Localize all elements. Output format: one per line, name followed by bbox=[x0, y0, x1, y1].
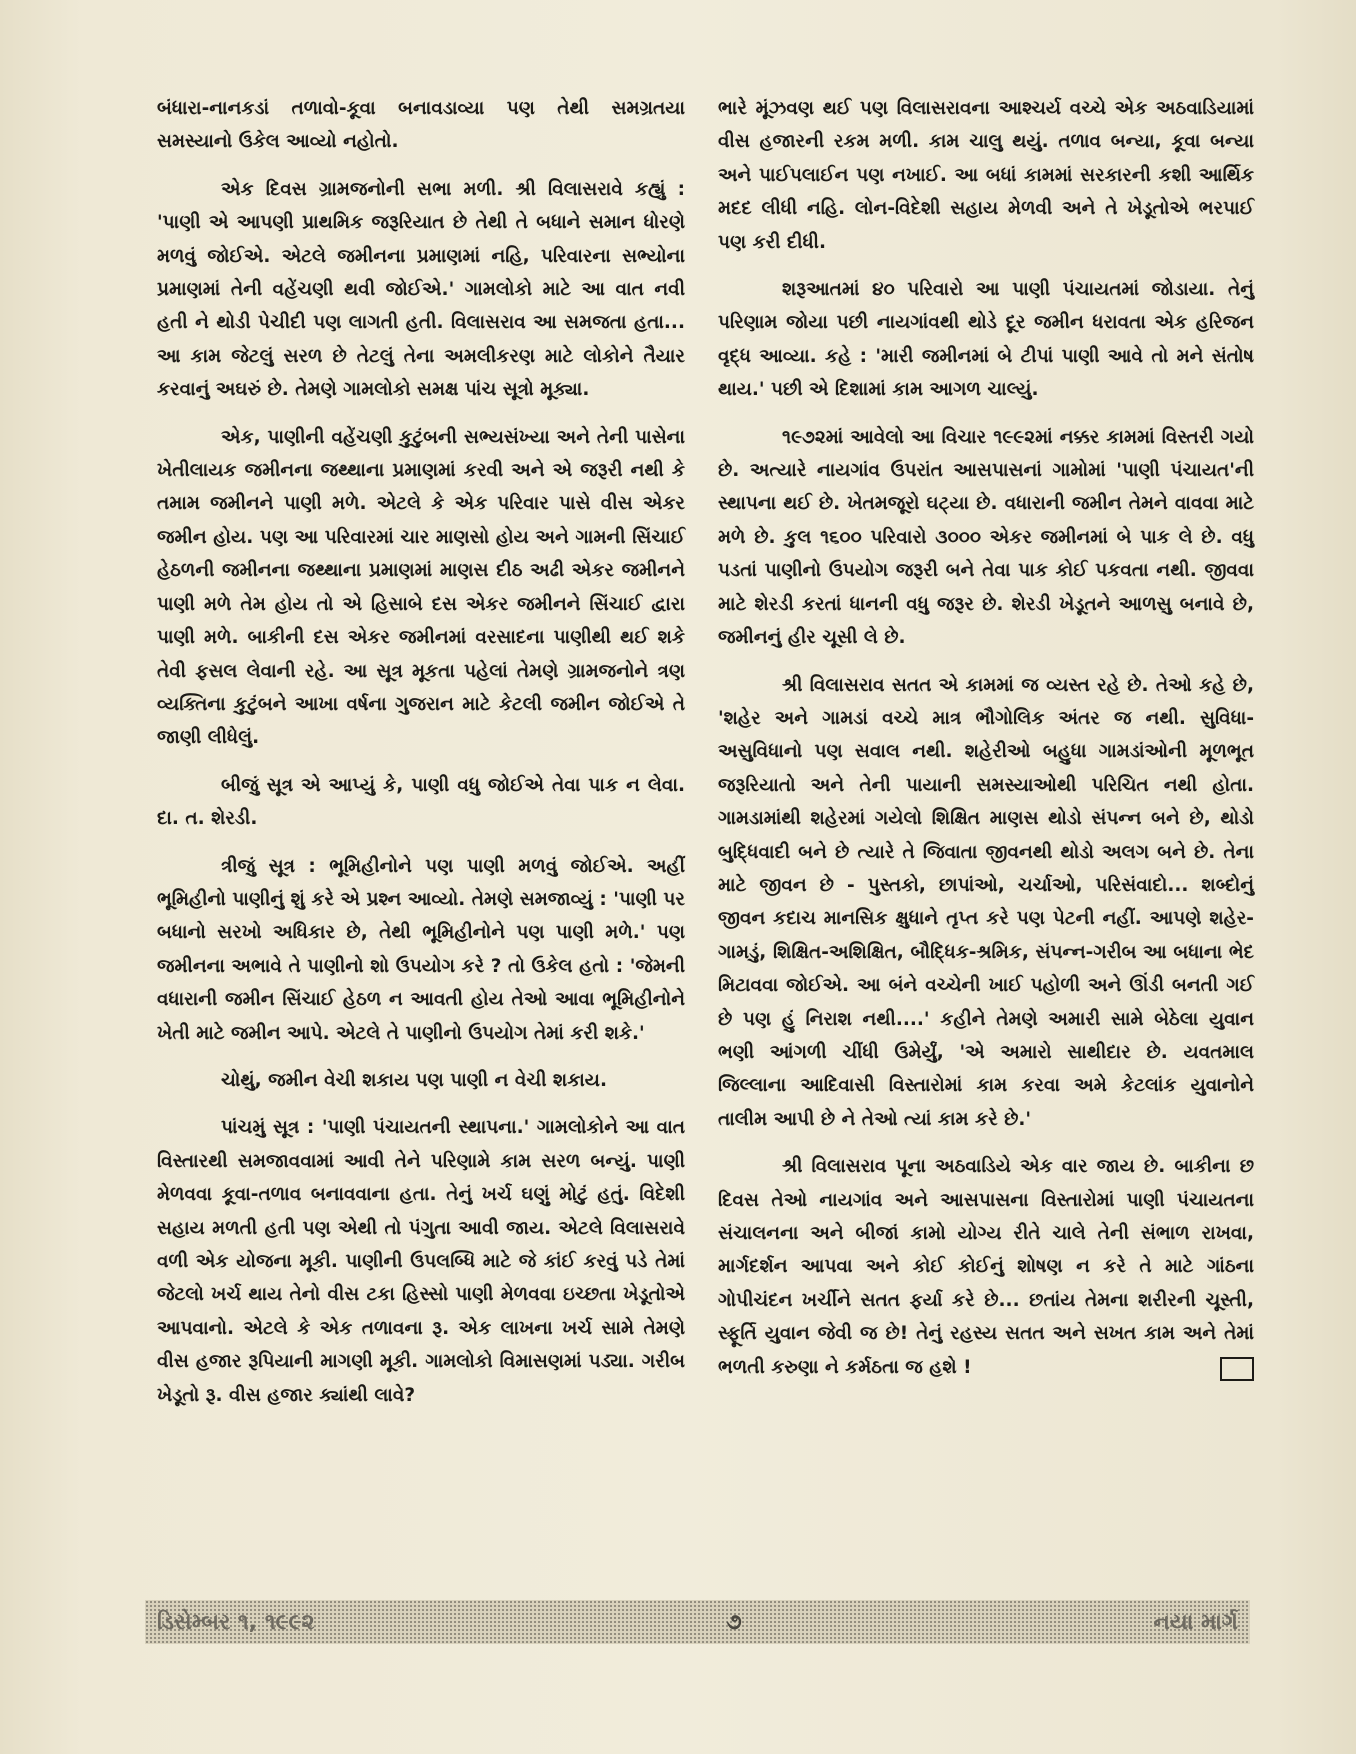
paragraph: એક, પાણીની વહેંચણી કુટુંબની સભ્યસંખ્યા અને તેની પાસેના ખેતીલાયક જમીનના જથ્થાના પ્રમાણમાં કરવી અને એ જરૂરી નથી કે તમામ જમીનને પાણી મળે. એટલે કે એક પરિવાર પાસે વીસ એકર જમીન હોય. પણ આ પરિવારમાં ચાર માણસો હોય અને ગામની સિંચાઈ હેઠળની જમીનના જથ્થાના પ્રમાણમાં માણસ દીઠ અઢી એકર જમીનને પાણી મળે તેમ હોય તો એ હિસાબે દસ એકર જમીનને સિંચાઈ દ્વારા પાણી મળે. બાકીની દસ એકર જમીનમાં વરસાદના પાણીથી થઈ શકે તેવી ફસલ લેવાની રહે. આ સૂત્ર મૂકતા પહેલાં તેમણે ગ્રામજનોને ત્રણ વ્યક્તિના કુટુંબને આખા વર્ષના ગુજરાન માટે કેટલી જમીન જોઈએ તે જાણી લીધેલું. bbox=[157, 426, 685, 749]
paragraph: ૧૯૭૨માં આવેલો આ વિચાર ૧૯૯૨માં નક્કર કામમાં વિસ્તરી ગયો છે. અત્યારે નાયગાંવ ઉપરાંત આસપાસનાં ગામોમાં 'પાણી પંચાયત'ની સ્થાપના થઈ છે. ખેતમજૂરો ઘટ્યા છે. વધારાની જમીન તેમને વાવવા માટે મળે છે. કુલ ૧૬૦૦ પરિવારો ૩૦૦૦ એકર જમીનમાં બે પાક લે છે. વધુ પડતાં પાણીનો ઉપયોગ જરૂરી બને તેવા પાક કોઈ પકવતા નથી. જીવવા માટે શેરડી કરતાં ધાનની વધુ જરૂર છે. શેરડી ખેડૂતને આળસુ બનાવે છે, જમીનનું હીર ચૂસી લે છે. bbox=[718, 426, 1254, 649]
paragraph: ભારે મૂંઝવણ થઈ પણ વિલાસરાવના આશ્ચર્ય વચ્ચે એક અઠવાડિયામાં વીસ હજારની રકમ મળી. કામ ચાલુ થયું. તળાવ બન્યા, કૂવા બન્યા અને પાઈપલાઈન પણ નખાઈ. આ બધાં કામમાં સરકારની કશી આર્થિક મદદ લીધી નહિ. લોન-વિદેશી સહાય મેળવી અને તે ખેડૂતોએ ભરપાઈ પણ કરી દીધી. bbox=[718, 98, 1254, 253]
end-of-article-mark bbox=[1220, 1357, 1254, 1381]
paragraph: શરૂઆતમાં ૪૦ પરિવારો આ પાણી પંચાયતમાં જોડાયા. તેનું પરિણામ જોયા પછી નાયગાંવથી થોડે દૂર જમીન ધરાવતા એક હરિજન વૃદ્ધ આવ્યા. કહે : 'મારી જમીનમાં બે ટીપાં પાણી આવે તો મને સંતોષ થાય.' પછી એ દિશામાં કામ આગળ ચાલ્યું. bbox=[718, 279, 1254, 401]
page-footer bbox=[145, 1600, 1250, 1644]
paragraph-text: શ્રી વિલાસરાવ પૂના અઠવાડિયે એક વાર જાય છે. બાકીના છ દિવસ તેઓ નાયગાંવ અને આસપાસના વિસ્તારોમાં પાણી પંચાયતના સંચાલનના અને બીજાં કામો યોગ્ય રીતે ચાલે તેની સંભાળ રાખવા, માર્ગદર્શન આપવા અને કોઈ કોઈનું શોષણ ન કરે તે માટે ગાંઠના ગોપીચંદન ખર્ચીને સતત ફર્યા કરે છે... છતાંય તેમના શરીરની ચૂસ્તી, સ્ફૂર્તિ યુવાન જેવી જ છે! તેનું રહસ્ય સતત અને સખત કામ અને તેમાં ભળતી કરુણા ને કર્મઠતા જ હશે ! bbox=[718, 1156, 1254, 1378]
paragraph: શ્રી વિલાસરાવ સતત એ કામમાં જ વ્યસ્ત રહે છે. તેઓ કહે છે, 'શહેર અને ગામડાં વચ્ચે માત્ર ભૌગોલિક અંતર જ નથી. સુવિધા-અસુવિધાનો પણ સવાલ નથી. શહેરીઓ બહુધા ગામડાંઓની મૂળભૂત જરૂરિયાતો અને તેની પાયાની સમસ્યાઓથી પરિચિત નથી હોતા. ગામડામાંથી શહેરમાં ગયેલો શિક્ષિત માણસ થોડો સંપન્ન બને છે, થોડો બુદ્ધિવાદી બને છે ત્યારે તે જિવાતા જીવનથી થોડો અલગ બને છે. તેના માટે જીવન છે - પુસ્તકો, છાપાંઓ, ચર્ચાઓ, પરિસંવાદો... શબ્દોનું જીવન કદાચ માનસિક ક્ષુધાને તૃપ્ત કરે પણ પેટની નહીં. આપણે શહેર-ગામડું, શિક્ષિત-અશિક્ષિત, બૌદ્ધિક-શ્રમિક, સંપન્ન-ગરીબ આ બધાના ભેદ મિટાવવા જોઈએ. આ બંને વચ્ચેની ખાઈ પહોળી અને ઊંડી બનતી ગઈ છે પણ હું નિરાશ નથી....' કહીને તેમણે અમારી સામે બેઠેલા યુવાન ભણી આંગળી ચીંધી ઉમેર્યું, 'એ અમારો સાથીદાર છે. યવતમાલ જિલ્લાના આદિવાસી વિસ્તારોમાં કામ કરવા અમે કેટલાંક યુવાનોને તાલીમ આપી છે ને તેઓ ત્યાં કામ કરે છે.' bbox=[718, 674, 1254, 1130]
issue-date: ડિસેમ્બર ૧, ૧૯૯૨ bbox=[157, 1609, 315, 1635]
paragraph bbox=[718, 1150, 1254, 1384]
paragraph: એક દિવસ ગ્રામજનોની સભા મળી. શ્રી વિલાસરાવે કહ્યું : 'પાણી એ આપણી પ્રાથમિક જરૂરિયાત છે તેથી તે બધાને સમાન ધોરણે મળવું જોઈએ. એટલે જમીનના પ્રમાણમાં નહિ, પરિવારના સભ્યોના પ્રમાણમાં તેની વહેંચણી થવી જોઈએ.' ગામલોકો માટે આ વાત નવી હતી ને થોડી પેચીદી પણ લાગતી હતી. વિલાસરાવ આ સમજતા હતા... આ કામ જેટલું સરળ છે તેટલું તેના અમલીકરણ માટે લોકોને તૈયાર કરવાનું અઘરું છે. તેમણે ગામલોકો સમક્ષ પાંચ સૂત્રો મૂક્યા. bbox=[157, 178, 685, 401]
left-column bbox=[157, 92, 685, 1426]
magazine-name: નયા માર્ગ bbox=[1153, 1609, 1238, 1635]
paragraph: બંધારા-નાનકડાં તળાવો-કૂવા બનાવડાવ્યા પણ તેથી સમગ્રતયા સમસ્યાનો ઉકેલ આવ્યો નહોતો. bbox=[157, 98, 685, 153]
paragraph: પાંચમું સૂત્ર : 'પાણી પંચાયતની સ્થાપના.' ગામલોકોને આ વાત વિસ્તારથી સમજાવવામાં આવી તેને પરિણામે કામ સરળ બન્યું. પાણી મેળવવા કૂવા-તળાવ બનાવવાના હતા. તેનું ખર્ચ ઘણું મોટું હતું. વિદેશી સહાય મળતી હતી પણ એથી તો પંગુતા આવી જાય. એટલે વિલાસરાવે વળી એક યોજના મૂકી. પાણીની ઉપલબ્ધિ માટે જે કાંઈ કરવું પડે તેમાં જેટલો ખર્ચ થાય તેનો વીસ ટકા હિસ્સો પાણી મેળવવા ઇચ્છતા ખેડૂતોએ આપવાનો. એટલે કે એક તળાવના રૂ. એક લાખના ખર્ચ સામે તેમણે વીસ હજાર રૂપિયાની માગણી મૂકી. ગામલોકો વિમાસણમાં પડ્યા. ગરીબ ખેડૂતો રૂ. વીસ હજાર ક્યાંથી લાવે? bbox=[157, 1117, 685, 1406]
paragraph: ચોથું, જમીન વેચી શકાય પણ પાણી ન વેચી શકાય. bbox=[221, 1069, 607, 1091]
paragraph: ત્રીજું સૂત્ર : ભૂમિહીનોને પણ પાણી મળવું જોઈએ. અહીં ભૂમિહીનો પાણીનું શું કરે એ પ્રશ્ન આવ્યો. તેમણે સમજાવ્યું : 'પાણી પર બધાનો સરખો અધિકાર છે, તેથી ભૂમિહીનોને પણ પાણી મળે.' પણ જમીનના અભાવે તે પાણીનો શો ઉપયોગ કરે ? તો ઉકેલ હતો : 'જેમની વધારાની જમીન સિંચાઈ હેઠળ ન આવતી હોય તેઓ આવા ભૂમિહીનોને ખેતી માટે જમીન આપે. એટલે તે પાણીનો ઉપયોગ તેમાં કરી શકે.' bbox=[157, 855, 685, 1044]
page-number: ૭ bbox=[726, 1609, 742, 1635]
paragraph: બીજું સૂત્ર એ આપ્યું કે, પાણી વધુ જોઈએ તેવા પાક ન લેવા. દા. ત. શેરડી. bbox=[157, 774, 685, 830]
right-column bbox=[718, 92, 1254, 1398]
